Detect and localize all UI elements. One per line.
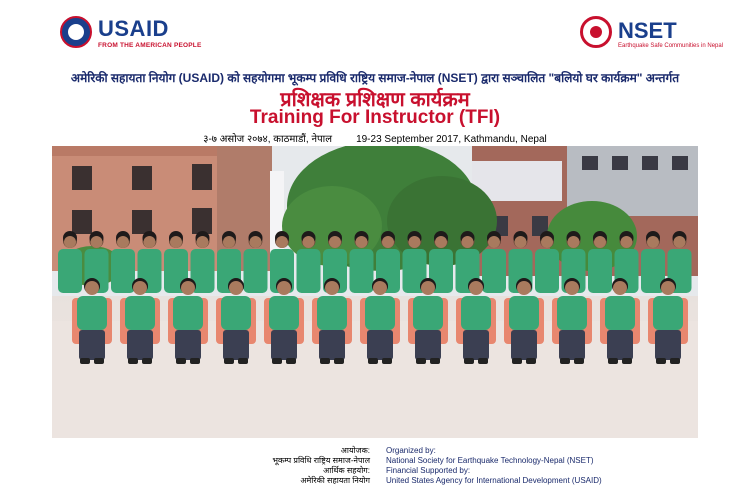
organized-label-english: Organized by:: [386, 446, 436, 455]
program-description-nepali: अमेरिकी सहायता नियोग (USAID) को सहयोगमा भूकम्प प्रविधि राष्ट्रिय समाज-नेपाल (NSET) द्वारा सञ्चालित "बलियो घर कार्यक्रम" अन्तर्गत: [70, 71, 680, 85]
footer-nepali: [200, 446, 370, 486]
funder-english: United States Agency for International Development (USAID): [386, 476, 602, 485]
date-english: 19-23 September 2017, Kathmandu, Nepal: [356, 134, 547, 145]
nset-tagline: Earthquake Safe Communities in Nepal: [618, 43, 724, 49]
title-english: Training For Instructor (TFI): [249, 107, 501, 128]
organizer-nepali: भूकम्प प्रविधि राष्ट्रिय समाज-नेपाल: [272, 456, 370, 465]
group-photo: [52, 146, 698, 438]
financial-label-english: Financial Supported by:: [386, 466, 471, 475]
financial-label-nepali: आर्थिक सहयोग:: [323, 466, 370, 475]
usaid-seal-icon: [60, 16, 92, 48]
nset-logo: [580, 16, 724, 56]
usaid-logo: [60, 14, 220, 58]
date-line: [0, 131, 750, 145]
organizer-english: National Society for Earthquake Technology-Nepal (NSET): [386, 456, 594, 465]
nset-wordmark: NSET: [618, 18, 677, 43]
nset-emblem-icon: [580, 16, 612, 48]
footer-english: [386, 446, 716, 486]
funder-nepali: अमेरिकी सहायता नियोग: [300, 476, 370, 485]
title-nepali: प्रशिक्षक प्रशिक्षण कार्यक्रम: [280, 89, 470, 111]
organized-label-nepali: आयोजक:: [340, 446, 370, 455]
usaid-tagline: FROM THE AMERICAN PEOPLE: [98, 42, 202, 49]
group-photo-illustration: [52, 146, 698, 438]
usaid-wordmark: USAID: [98, 16, 169, 41]
date-nepali: ३-७ असोज २०७४, काठमाडौं, नेपाल: [203, 134, 333, 145]
